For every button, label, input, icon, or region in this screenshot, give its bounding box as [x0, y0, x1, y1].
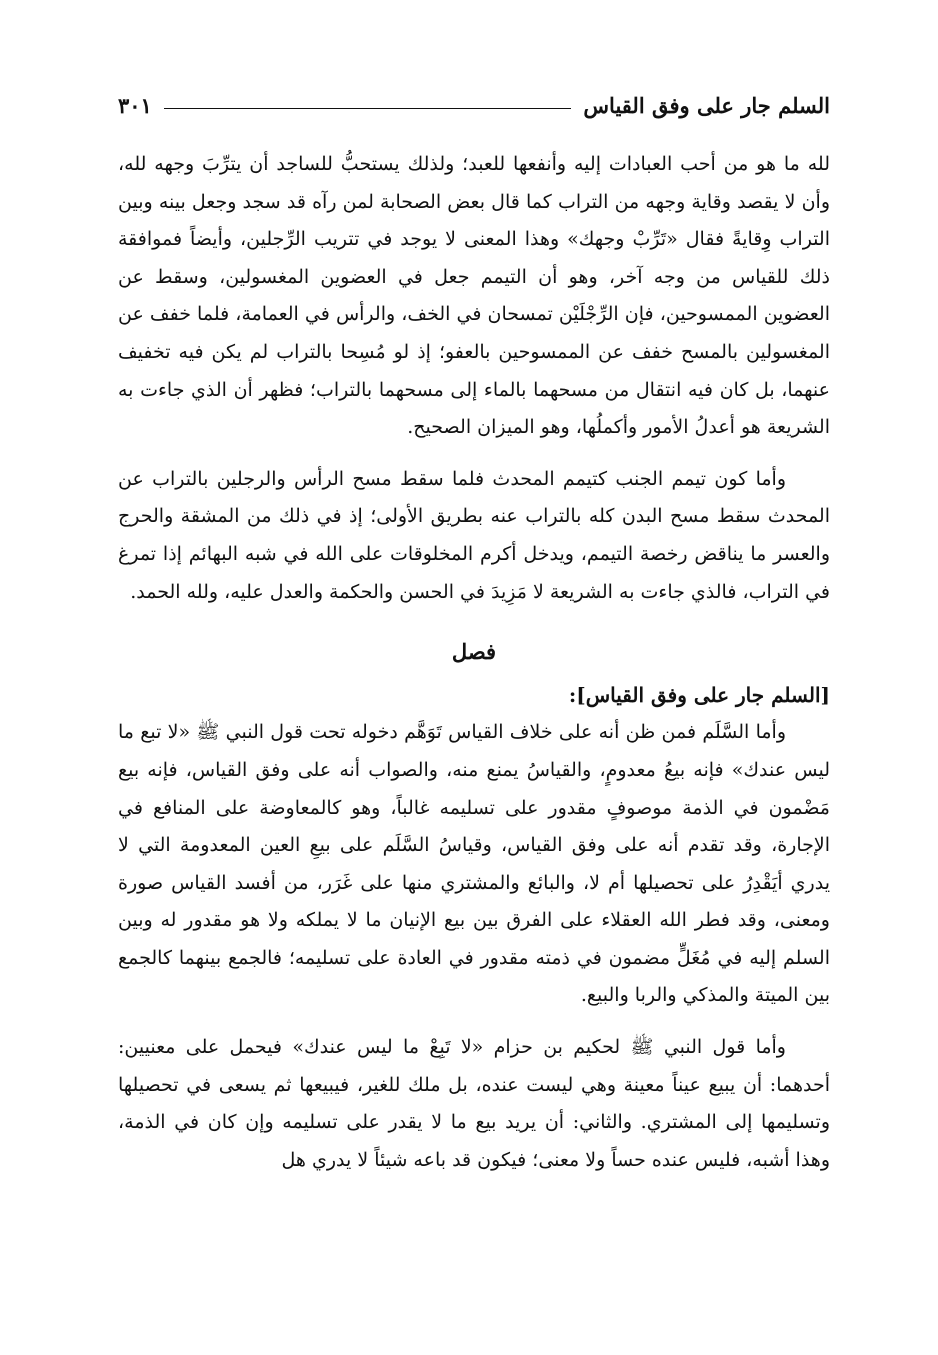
paragraph-salam: وأما السَّلَم فمن ظن أنه على خلاف القياس تَوَهَّم دخوله تحت قول النبي ﷺ «لا تبع ما ليس عندك» فإنه بيعُ معدومٍ، والقياسُ يمنع منه، والصواب أنه على وفق القياس، فإنه بيع مَضْمون في الذمة موصوفٍ مقدور على تسليمه غالباً، وهو كالمعاوضة على المنافع في الإجارة، وقد تقدم أنه على وفق القياس، وقياسُ السَّلَم على بيعِ العين المعدومة التي لا يدري أيَقْدِرُ على تحصيلها أم لا، والبائع والمشتري منها على غَرَر، من أفسد القياس صورة ومعنى، وقد فطر الله العقلاء على الفرق بين بيع الإنيان ما لا يملكه ولا هو مقدور له وبين السلم إليه في مُغَلٍّ مضمون في ذمته مقدور في العادة على تسليمه؛ فالجمع بينهما كالجمع بين الميتة والمذكي والربا والبيع. — [118, 721, 830, 1007]
running-header — [118, 88, 830, 122]
paragraph-continuation: لله ما هو من أحب العبادات إليه وأنفعها للعبد؛ ولذلك يستحبُّ للساجد أن يترِّبَ وجهه لله، وأن لا يقصد وقاية وجهه من التراب كما قال بعض الصحابة لمن رآه قد سجد وجعل بينه وبين التراب وِقايةً فقال «تَرِّبْ وجهك» وهذا المعنى لا يوجد في تتريب الرِّجلين، وأيضاً فموافقة ذلك للقياس من وجه آخر، وهو أن التيمم جعل في العضوين المغسولين، وسقط عن العضوين الممسوحين، فإن الرِّجْلَيْن تمسحان في الخف، والرأس في العمامة، فلما خفف عن المغسولين بالمسح خفف عن الممسوحين بالعفو؛ إذ لو مُسِحا بالتراب لم يكن فيه تخفيف عنهما، بل كان فيه انتقال من مسحهما بالماء إلى مسحهما بالتراب؛ فظهر أن الذي جاءت به الشريعة هو أعدلُ الأمور وأكملُها، وهو الميزان الصحيح. — [118, 153, 830, 439]
header-rule — [164, 108, 572, 109]
section-subheading: [السلم جار على وفق القياس]: — [568, 682, 830, 707]
page-number: ٣٠١ — [118, 92, 152, 118]
running-title: السلم جار على وفق القياس — [583, 92, 830, 118]
paragraph-junub-tayammum: وأما كون تيمم الجنب كتيمم المحدث فلما سقط مسح الرأس والرجلين بالتراب عن المحدث سقط مسح البدن كله بالتراب عنه بطريق الأولى؛ إذ في ذلك من المشقة والحرج والعسر ما يناقض رخصة التيمم، ويدخل أكرم المخلوقات على الله في شبه البهائم إذا تمرغ في التراب، فالذي جاءت به الشريعة لا مَزِيدَ في الحسن والحكمة والعدل عليه، ولله الحمد. — [118, 467, 830, 603]
section-title: فصل — [451, 639, 497, 665]
paragraph-hadith-meanings: وأما قول النبي ﷺ لحكيم بن حزام «لا تَبِعْ ما ليس عندك» فيحمل على معنيين: أحدهما: أن يبيع عيناً معينة وهي ليست عنده، بل ملك للغير، فيبيعها ثم يسعى في تحصيلها وتسليمها إلى المشتري. والثاني: أن يريد بيع ما لا يقدر على تسليمه وإن كان في الذمة، وهذا أشبه، فليس عنده حساً ولا معنى؛ فيكون قد باعه شيئاً لا يدري هل — [118, 1036, 830, 1171]
page-body — [118, 146, 830, 1179]
